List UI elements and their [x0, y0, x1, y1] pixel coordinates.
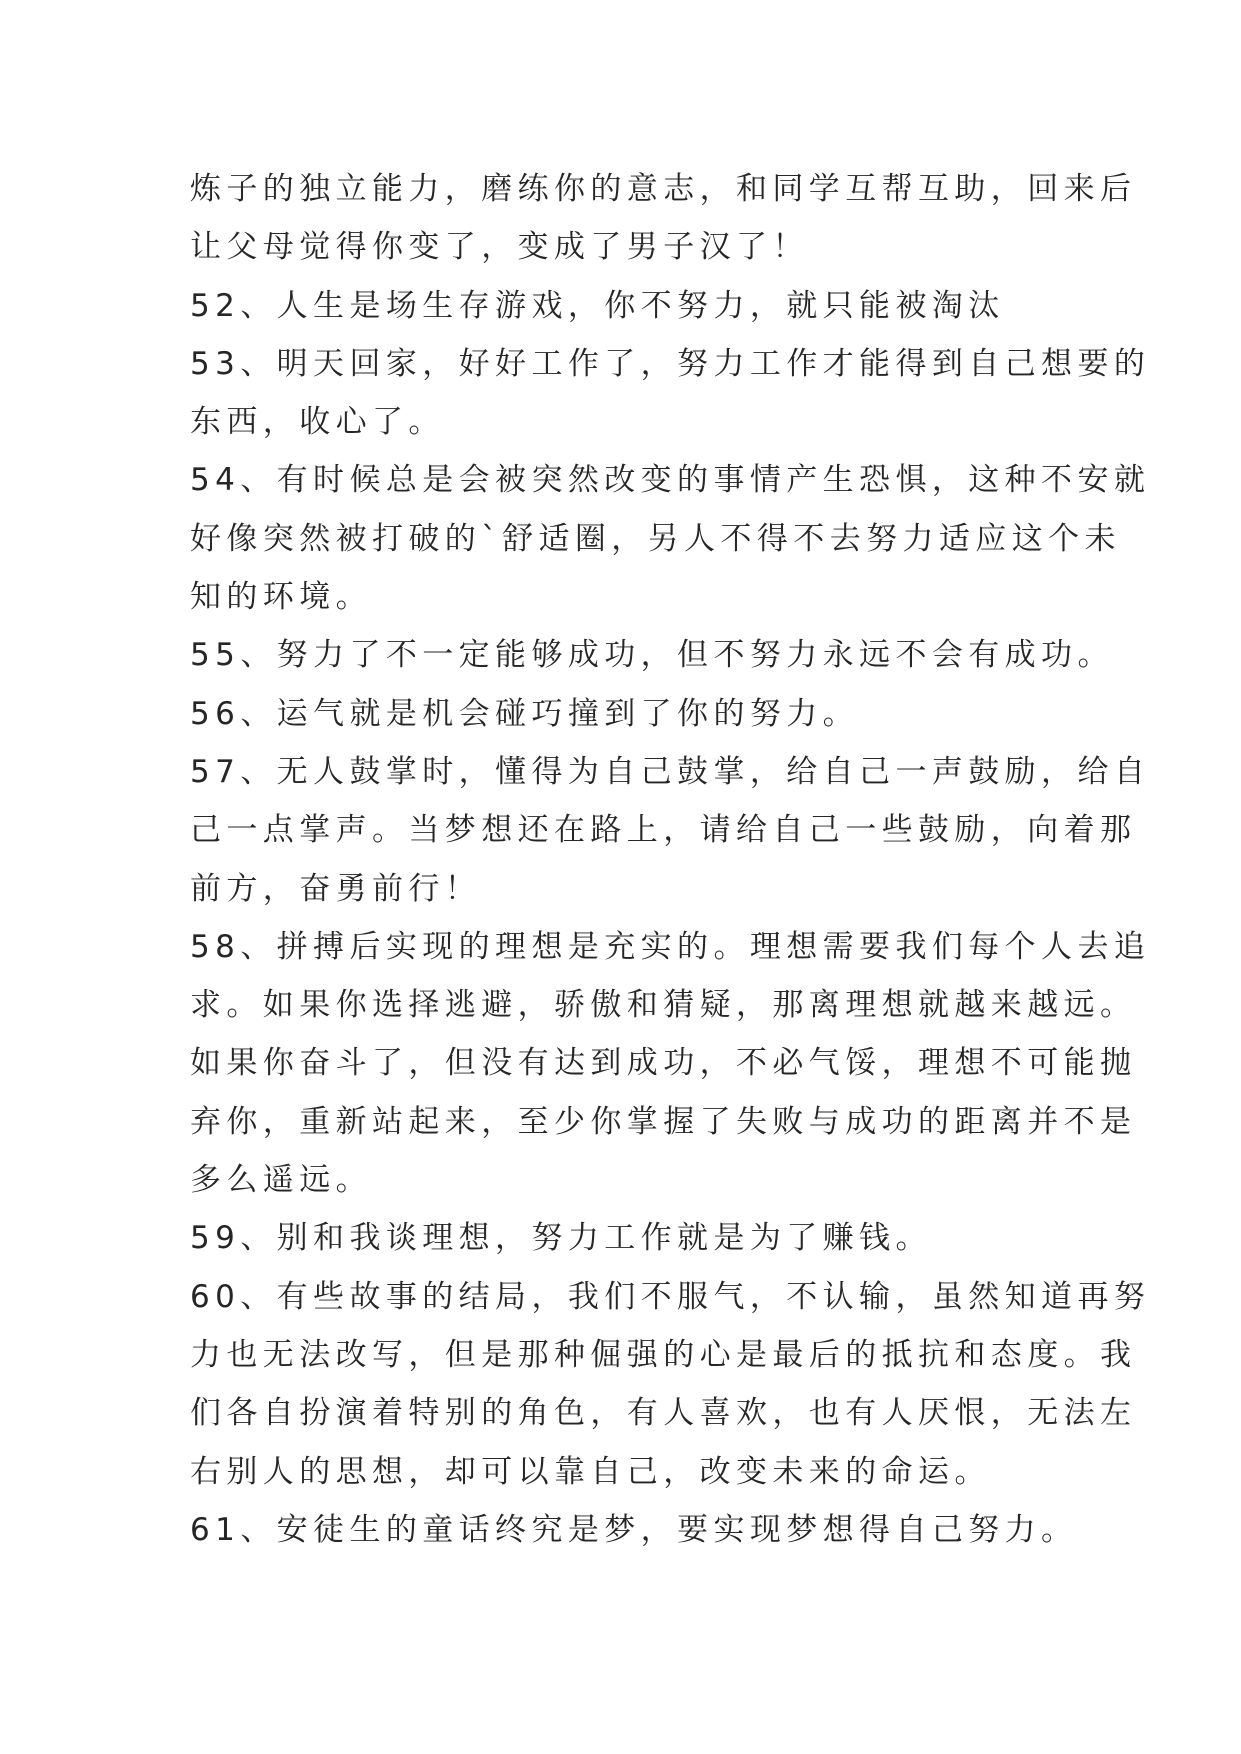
text-line: 53、明天回家，好好工作了，努力工作才能得到自己想要的: [190, 345, 1151, 382]
text-line: 炼子的独立能力，磨练你的意志，和同学互帮互助，回来后: [190, 171, 1137, 207]
text-line: 多么遥远。: [190, 1162, 372, 1199]
text-line: 61、安徒生的童话终究是梦，要实现梦想得自己努力。: [190, 1511, 1078, 1548]
text-line: 55、努力了不一定能够成功，但不努力永远不会有成功。: [190, 637, 1114, 674]
text-line: 好像突然被打破的`舒适圈，另人不得不去努力适应这个未: [190, 520, 1121, 557]
text-line: 56、运气就是机会碰巧撞到了你的努力。: [190, 695, 860, 732]
text-line: 60、有些故事的结局，我们不服气，不认输，虽然知道再努: [190, 1278, 1151, 1315]
text-line: 让父母觉得你变了，变成了男子汉了！: [190, 229, 809, 266]
text-line: 右别人的思想，却可以靠自己，改变未来的命运。: [190, 1453, 991, 1490]
text-line: 57、无人鼓掌时，懂得为自己鼓掌，给自己一声鼓励，给自: [190, 753, 1151, 790]
text-line: 知的环境。: [190, 579, 372, 616]
text-line: 54、有时候总是会被突然改变的事情产生恐惧，这种不安就: [190, 462, 1151, 499]
text-line: 前方，奋勇前行！: [190, 870, 482, 907]
text-line: 力也无法改写，但是那种倔强的心是最后的抵抗和态度。我: [190, 1336, 1137, 1373]
text-line: 求。如果你选择逃避，骄傲和猜疑，那离理想就越来越远。: [190, 987, 1137, 1024]
body-text: [190, 160, 1151, 1559]
text-line: 们各自扮演着特别的角色，有人喜欢，也有人厌恨，无法左: [190, 1395, 1137, 1432]
text-line: 58、拼搏后实现的理想是充实的。理想需要我们每个人去追: [190, 928, 1151, 965]
text-line: 己一点掌声。当梦想还在路上，请给自己一些鼓励，向着那: [190, 812, 1137, 849]
text-line: 52、人生是场生存游戏，你不努力，就只能被淘汰: [190, 287, 1005, 324]
text-line: 59、别和我谈理想，努力工作就是为了赚钱。: [190, 1220, 932, 1257]
text-line: 东西，收心了。: [190, 404, 445, 441]
text-line: 弃你，重新站起来，至少你掌握了失败与成功的距离并不是: [190, 1103, 1137, 1140]
text-line: 如果你奋斗了，但没有达到成功，不必气馁，理想不可能抛: [190, 1045, 1137, 1082]
